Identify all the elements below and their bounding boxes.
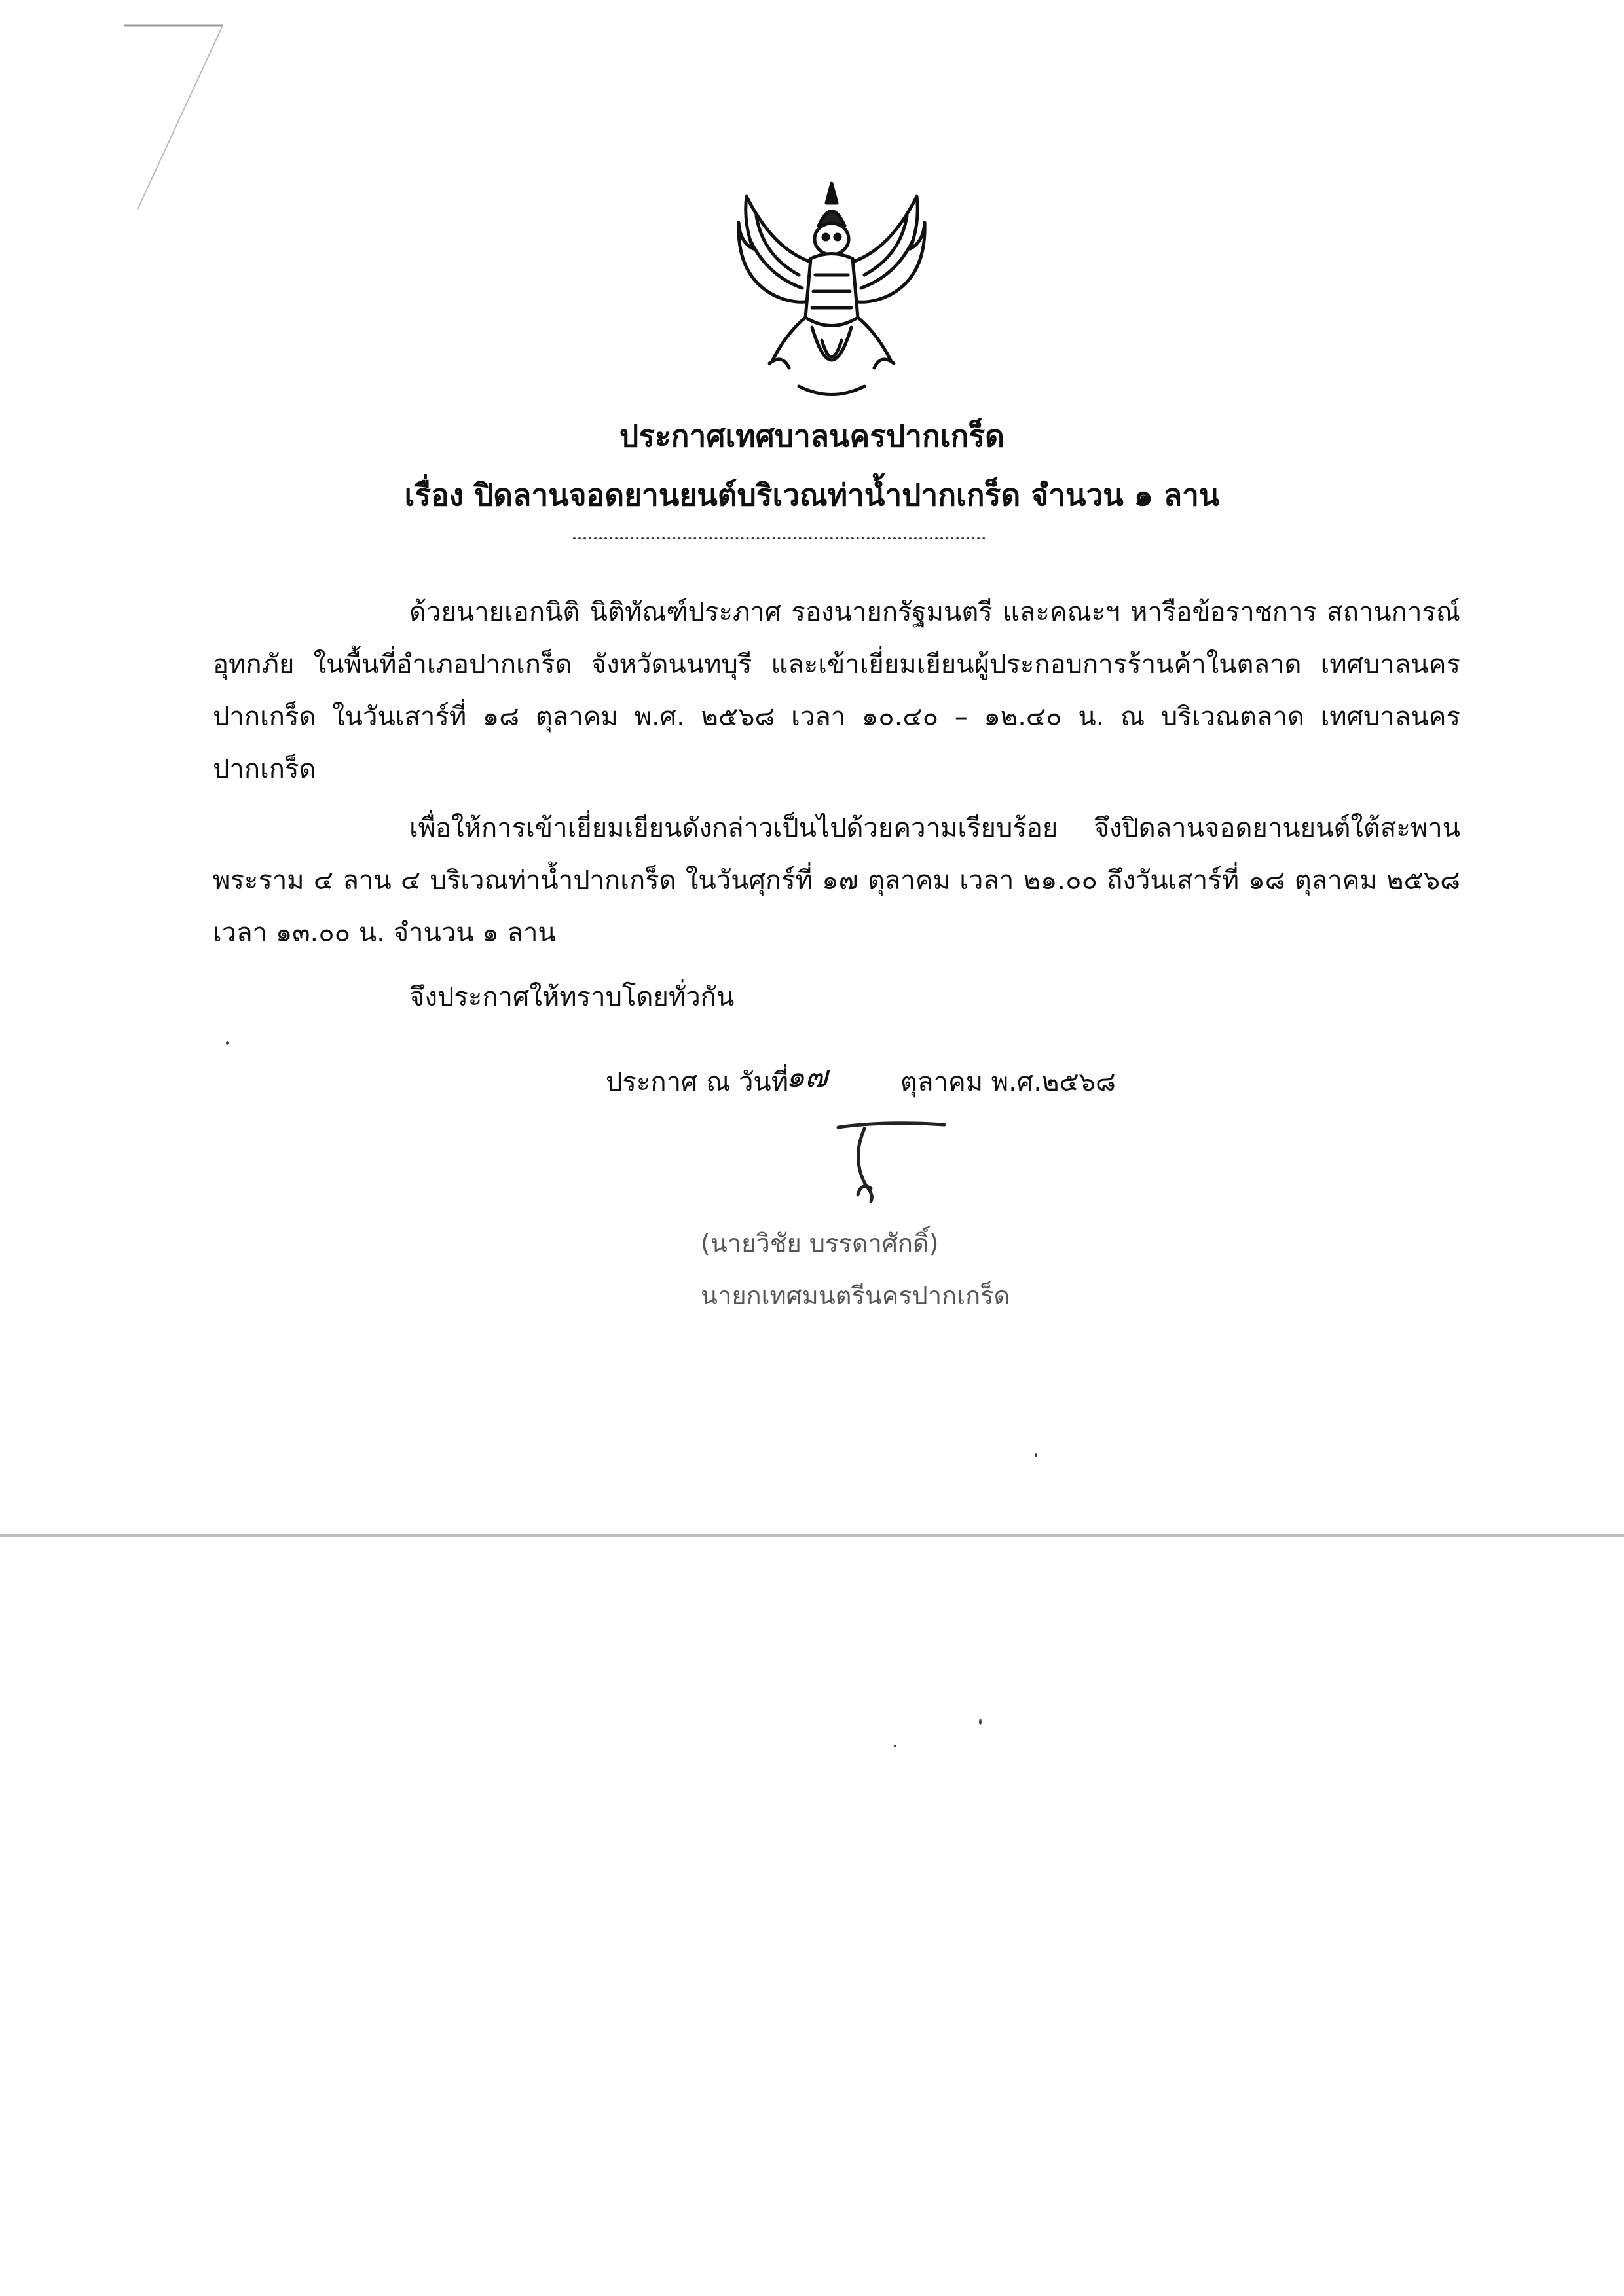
garuda-emblem-icon bbox=[733, 177, 930, 406]
body-paragraph-1: ด้วยนายเอกนิติ นิติทัณฑ์ประภาศ รองนายกรัฐมนตรี และคณะฯ หารือข้อราชการ สถานการณ์อุทกภัย ในพื้นที่อำเภอปากเกร็ด จังหวัดนนทบุรี และเข้าเยี่ยมเยียนผู้ประกอบการร้านค้าในตลาด เทศบาลนครปากเกร็ด ในวันเสาร์ที่ ๑๘ ตุลาคม พ.ศ. ๒๕๖๘ เวลา ๑๐.๔๐ – ๑๒.๔๐ น. ณ บริเวณตลาด เทศบาลนครปากเกร็ด bbox=[213, 597, 1460, 784]
announcement-title: ประกาศเทศบาลนครปากเกร็ด bbox=[619, 418, 1005, 454]
scan-speck bbox=[1035, 1453, 1037, 1457]
date-month-year: ตุลาคม พ.ศ.๒๕๖๘ bbox=[900, 1067, 1116, 1097]
scan-speck bbox=[894, 1745, 896, 1747]
announcement-subject: เรื่อง ปิดลานจอดยานยนต์บริเวณท่าน้ำปากเกร็ด จำนวน ๑ ลาน bbox=[404, 477, 1220, 513]
scan-speck bbox=[979, 1719, 982, 1725]
date-day-handwritten: ๑๗ bbox=[786, 1059, 828, 1094]
signatory-position: นายกเทศมนตรีนครปากเกร็ด bbox=[701, 1281, 1010, 1310]
date-prefix: ประกาศ ณ วันที่ bbox=[606, 1067, 789, 1097]
closing-statement: จึงประกาศให้ทราบโดยทั่วกัน bbox=[409, 982, 735, 1012]
page-divider bbox=[0, 1534, 1624, 1537]
scan-speck bbox=[226, 1041, 229, 1045]
scan-fold-mark bbox=[124, 23, 236, 213]
dotted-separator bbox=[573, 537, 986, 539]
handwritten-signature bbox=[825, 1113, 956, 1218]
body-paragraph-2: เพื่อให้การเข้าเยี่ยมเยียนดังกล่าวเป็นไปด้วยความเรียบร้อย จึงปิดลานจอดยานยนต์ใต้สะพาน พระราม ๔ ลาน ๔ บริเวณท่าน้ำปากเกร็ด ในวันศุกร์ที่ ๑๗ ตุลาคม เวลา ๒๑.๐๐ ถึงวันเสาร์ที่ ๑๘ ตุลาคม ๒๕๖๘ เวลา ๑๓.๐๐ น. จำนวน ๑ ลาน bbox=[213, 813, 1460, 948]
signatory-name: (นายวิชัย บรรดาศักดิ์) bbox=[701, 1229, 939, 1258]
